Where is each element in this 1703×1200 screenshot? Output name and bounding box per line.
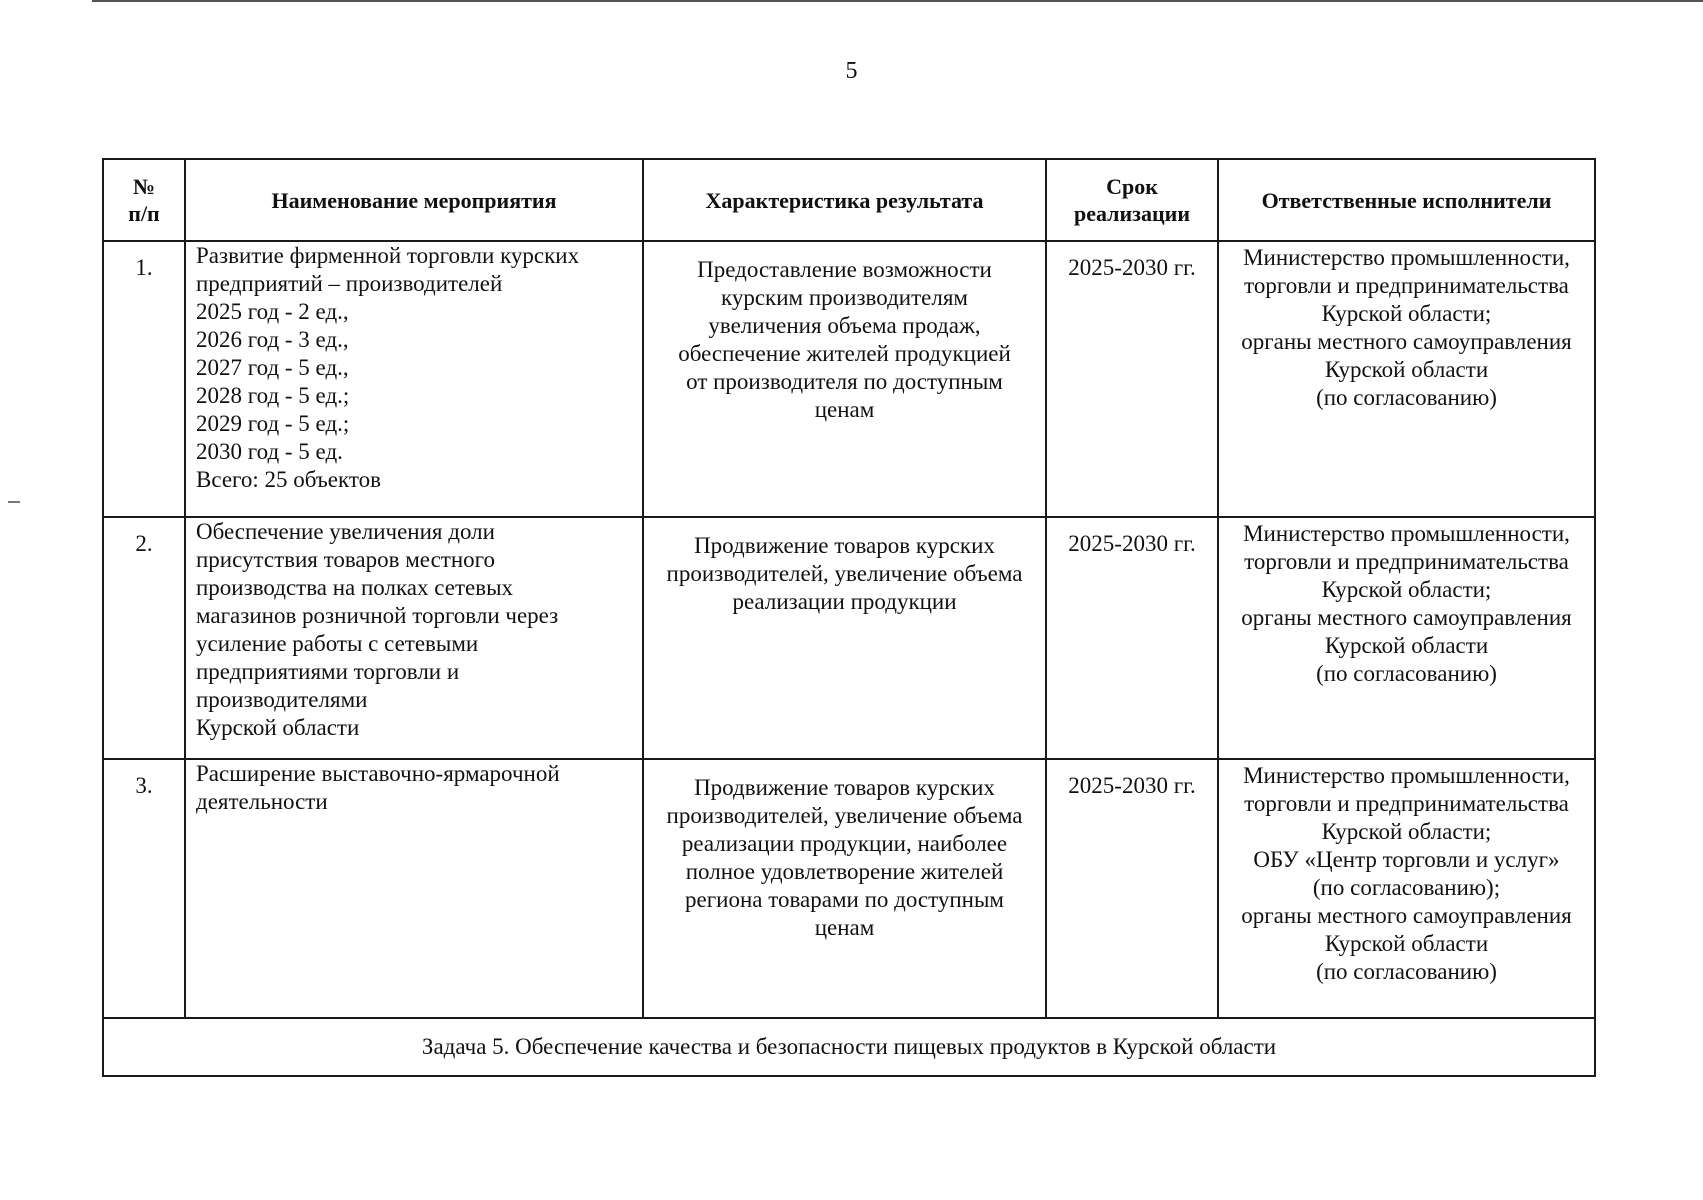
scan-top-border xyxy=(92,0,1703,2)
result-line: Продвижение товаров курских xyxy=(694,533,995,558)
activity-name-line: присутствия товаров местного xyxy=(196,547,495,572)
activity-name xyxy=(185,517,643,759)
result-line: полное удовлетворение жителей xyxy=(685,859,1004,884)
activity-name-line: Расширение выставочно-ярмарочной xyxy=(196,761,560,786)
header-term-line: реализации xyxy=(1073,201,1191,226)
activity-name-line: Развитие фирменной торговли курских xyxy=(196,243,580,268)
page-number: 5 xyxy=(845,58,858,84)
responsible-line: Курской области; xyxy=(1321,819,1492,844)
result-line: Предоставление возможности xyxy=(697,257,992,282)
implementation-term: 2025-2030 гг. xyxy=(1046,517,1218,759)
implementation-term: 2025-2030 гг. xyxy=(1046,759,1218,1018)
header-result: Характеристика результата xyxy=(643,159,1046,241)
responsible-line: Министерство промышленности, xyxy=(1243,521,1570,546)
activity-name-line: деятельности xyxy=(196,789,328,814)
scan-margin-mark xyxy=(8,501,20,503)
activity-name-line: предприятий – производителей xyxy=(196,271,503,296)
result-line: реализации продукции, наиболее xyxy=(681,831,1008,856)
activity-name xyxy=(185,241,643,517)
responsible-line: Курской области xyxy=(1324,357,1489,382)
activity-name-line: 2025 год - 2 ед., xyxy=(196,299,349,324)
result-line: ценам xyxy=(814,915,875,940)
activity-name-line: магазинов розничной торговли через xyxy=(196,603,559,628)
result-line: ценам xyxy=(814,397,875,422)
activity-name-line: 2030 год - 5 ед. xyxy=(196,439,343,464)
action-plan-table xyxy=(102,158,1596,1077)
responsible-executors xyxy=(1218,759,1595,1018)
activity-name-line: производителями xyxy=(196,687,368,712)
responsible-line: (по согласованию) xyxy=(1316,661,1497,686)
activity-name-line: Курской области xyxy=(196,715,360,740)
result-line: увеличения объема продаж, xyxy=(708,313,981,338)
header-num xyxy=(103,159,185,241)
activity-name xyxy=(185,759,643,1018)
task-heading: Задача 5. Обеспечение качества и безопасности пищевых продуктов в Курской области xyxy=(103,1018,1595,1076)
activity-name-line: производства на полках сетевых xyxy=(196,575,514,600)
responsible-line: органы местного самоуправления xyxy=(1241,329,1572,354)
responsible-line: (по согласованию) xyxy=(1316,385,1497,410)
responsible-line: Министерство промышленности, xyxy=(1243,763,1570,788)
activity-name-line: Всего: 25 объектов xyxy=(196,467,381,492)
row-number: 2. xyxy=(103,517,185,759)
responsible-line: торговли и предпринимательства xyxy=(1244,549,1569,574)
table-header-row xyxy=(103,159,1595,241)
responsible-line: Курской области; xyxy=(1321,301,1492,326)
result-line: производителей, увеличение объема xyxy=(666,561,1023,586)
responsible-line: органы местного самоуправления xyxy=(1241,605,1572,630)
activity-name-line: 2026 год - 3 ед., xyxy=(196,327,349,352)
responsible-line: органы местного самоуправления xyxy=(1241,903,1572,928)
responsible-line: (по согласованию); xyxy=(1312,875,1501,900)
responsible-line: ОБУ «Центр торговли и услуг» xyxy=(1253,847,1560,872)
responsible-line: Министерство промышленности, xyxy=(1243,245,1570,270)
header-num-line: п/п xyxy=(128,201,160,226)
header-name: Наименование мероприятия xyxy=(185,159,643,241)
result-line: реализации продукции xyxy=(732,589,957,614)
activity-name-line: 2029 год - 5 ед.; xyxy=(196,411,350,436)
result-description xyxy=(643,517,1046,759)
header-responsible: Ответственные исполнители xyxy=(1218,159,1595,241)
result-line: обеспечение жителей продукцией xyxy=(678,341,1011,366)
activity-name-line: 2028 год - 5 ед.; xyxy=(196,383,350,408)
header-term-line: Срок xyxy=(1106,174,1158,199)
implementation-term: 2025-2030 гг. xyxy=(1046,241,1218,517)
task-heading-row xyxy=(103,1018,1595,1076)
responsible-line: (по согласованию) xyxy=(1316,959,1497,984)
responsible-line: Курской области; xyxy=(1321,577,1492,602)
responsible-line: торговли и предпринимательства xyxy=(1244,273,1569,298)
result-line: от производителя по доступным xyxy=(686,369,1003,394)
responsible-line: торговли и предпринимательства xyxy=(1244,791,1569,816)
table-row xyxy=(103,517,1595,759)
activity-name-line: усиление работы с сетевыми xyxy=(196,631,479,656)
row-number: 3. xyxy=(103,759,185,1018)
table-row xyxy=(103,241,1595,517)
result-description xyxy=(643,241,1046,517)
result-line: производителей, увеличение объема xyxy=(666,803,1023,828)
header-num-line: № xyxy=(132,174,156,199)
result-line: Продвижение товаров курских xyxy=(694,775,995,800)
table-row xyxy=(103,759,1595,1018)
result-line: региона товарами по доступным xyxy=(685,887,1004,912)
activity-name-line: 2027 год - 5 ед., xyxy=(196,355,349,380)
result-description xyxy=(643,759,1046,1018)
responsible-line: Курской области xyxy=(1324,931,1489,956)
header-term xyxy=(1046,159,1218,241)
row-number: 1. xyxy=(103,241,185,517)
responsible-executors xyxy=(1218,517,1595,759)
responsible-line: Курской области xyxy=(1324,633,1489,658)
result-line: курским производителям xyxy=(721,285,968,310)
activity-name-line: Обеспечение увеличения доли xyxy=(196,519,495,544)
activity-name-line: предприятиями торговли и xyxy=(196,659,460,684)
responsible-executors xyxy=(1218,241,1595,517)
